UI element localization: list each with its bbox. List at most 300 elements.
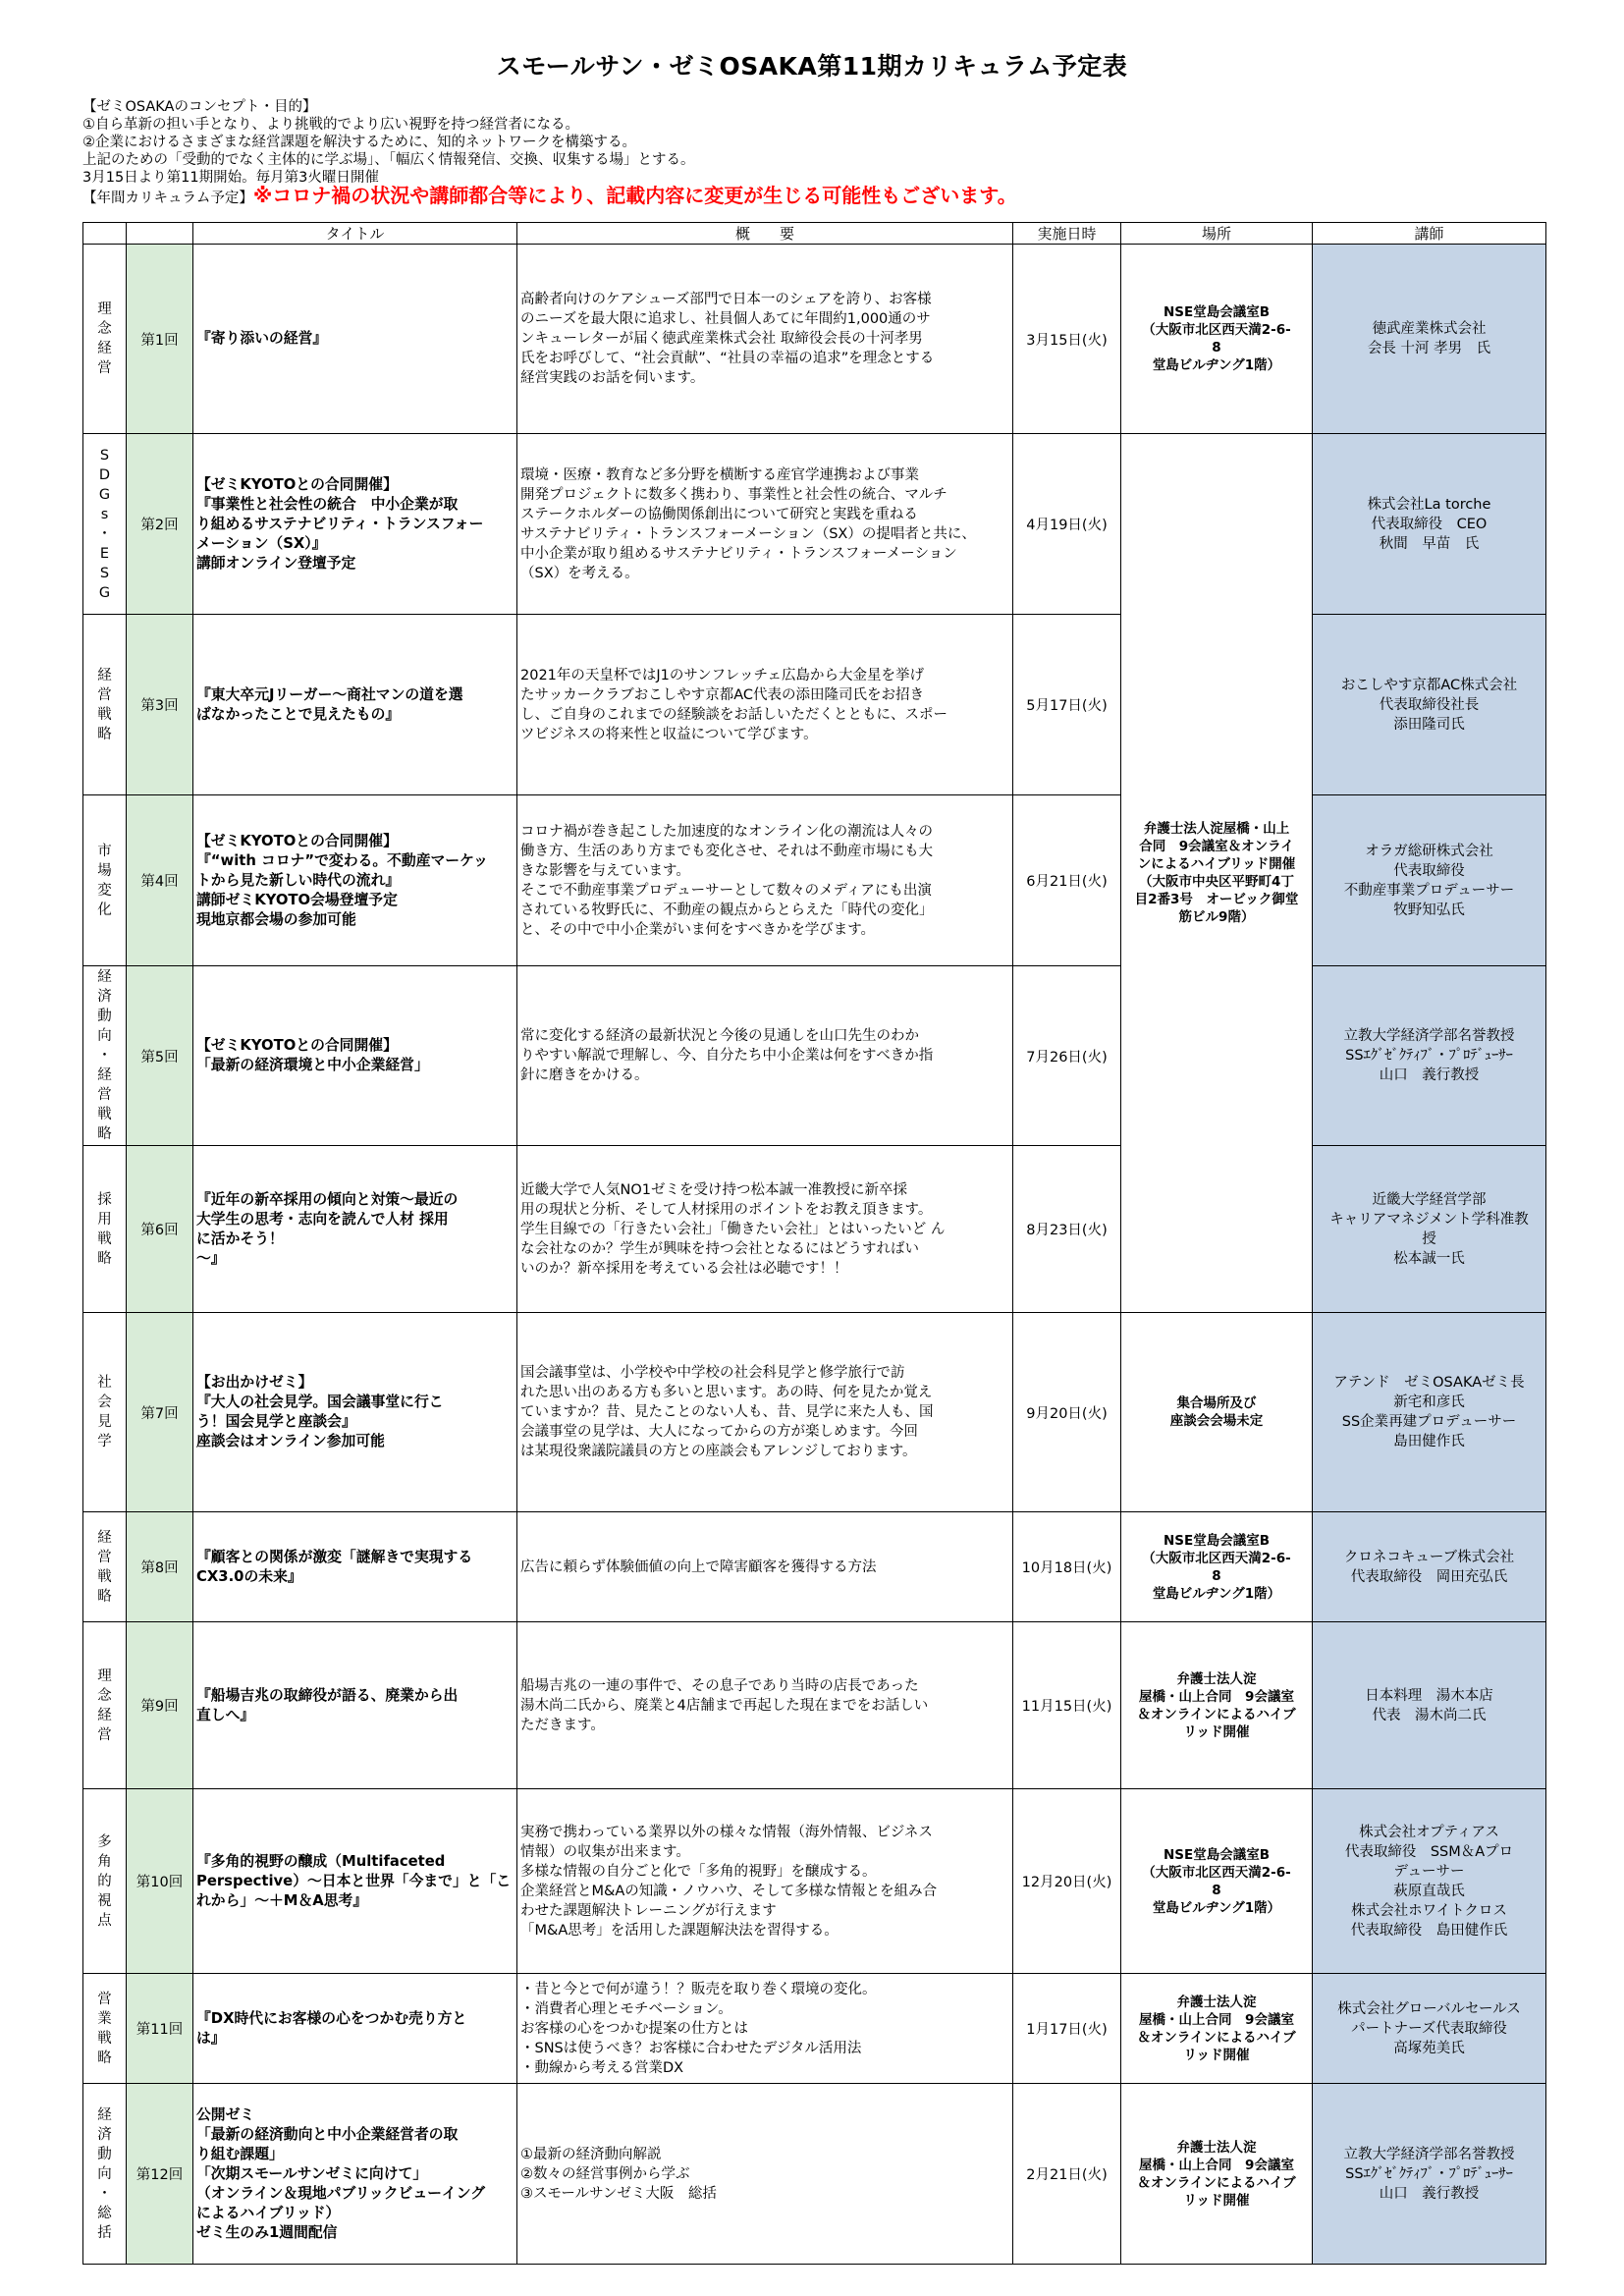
session-place bbox=[1121, 1512, 1313, 1622]
title-line: メーション（SX）』 bbox=[196, 534, 327, 552]
title-line: 『DX時代にお客様の心をつかむ売り方と bbox=[196, 2009, 467, 2027]
place-line: NSE堂島会議室B bbox=[1163, 1846, 1271, 1863]
session-title bbox=[193, 1512, 517, 1622]
summary-line: わせた課題解決トレーニングが行えます bbox=[520, 1902, 777, 1919]
category-char: 略 bbox=[97, 1250, 112, 1267]
header-title: タイトル bbox=[193, 223, 517, 245]
lecturer-line: 牧野知弘氏 bbox=[1393, 902, 1465, 918]
title-line: トから見た新しい時代の流れ』 bbox=[196, 871, 401, 889]
category-char: 理 bbox=[97, 1667, 112, 1684]
category-char: 点 bbox=[97, 1912, 112, 1929]
lecturer-line: 山口 義行教授 bbox=[1379, 1067, 1480, 1083]
lecturer-line: 株式会社オプティアス bbox=[1359, 1824, 1499, 1840]
title-line: 公開ゼミ bbox=[196, 2105, 255, 2123]
lecturer-line: 近畿大学経営学部 bbox=[1372, 1191, 1487, 1208]
lecturer-line: 株式会社グローバルセールス bbox=[1337, 2000, 1521, 2017]
summary-line: ツビジネスの将来性と収益について学びます。 bbox=[520, 726, 818, 742]
summary-line: 湯木尚二氏から、廃業と4店舗まで再起した現在までをお話しい bbox=[520, 1697, 929, 1714]
session-lecturer bbox=[1313, 1622, 1546, 1789]
summary-line: 高齢者向けのケアシューズ部門で日本一のシェアを誇り、お客様 bbox=[520, 292, 932, 307]
place-line: 8 bbox=[1212, 1882, 1221, 1898]
category-char: 戦 bbox=[97, 1230, 112, 1247]
table-row bbox=[83, 1512, 1546, 1622]
session-number: 第6回 bbox=[127, 1146, 193, 1313]
warning-text: ※コロナ禍の状況や講師都合等により、記載内容に変更が生じる可能性もございます。 bbox=[252, 184, 1017, 207]
lecturer-line: 山口 義行教授 bbox=[1379, 2185, 1480, 2202]
session-place bbox=[1121, 245, 1313, 434]
place-line: （大阪市北区西天満2-6- bbox=[1142, 1550, 1291, 1566]
category-char: s bbox=[100, 506, 109, 522]
summary-line: ステークホルダーの協働関係創出について研究と実践を重ねる bbox=[520, 506, 918, 522]
table-row bbox=[83, 1974, 1546, 2084]
title-line: り組めるサステナビリティ・トランスフォー bbox=[196, 515, 484, 532]
place-line: 弁護士法人淀 bbox=[1176, 1994, 1257, 2010]
summary-line: 2021年の天皇杯ではJ1のサンフレッチェ広島から大金星を挙げ bbox=[520, 667, 925, 683]
category-cell bbox=[83, 795, 127, 966]
place-line: 堂島ビルヂング1階） bbox=[1152, 1899, 1281, 1916]
title-line: 『寄り添いの経営』 bbox=[196, 330, 328, 347]
title-line: 講師オンライン登壇予定 bbox=[196, 554, 356, 572]
table-row bbox=[83, 1622, 1546, 1789]
summary-line: ①最新の経済動向解説 bbox=[520, 2146, 662, 2162]
summary-line: 針に磨きをかける。 bbox=[520, 1067, 649, 1083]
lecturer-line: アテンド ゼミOSAKAゼミ長 bbox=[1333, 1375, 1525, 1391]
session-date: 8月23日(火) bbox=[1013, 1146, 1121, 1313]
session-place bbox=[1121, 1789, 1313, 1974]
title-line: 直しへ』 bbox=[196, 1706, 255, 1723]
session-place bbox=[1121, 1974, 1313, 2084]
lecturer-line: 代表 湯木尚二氏 bbox=[1372, 1707, 1487, 1723]
category-char: 見 bbox=[97, 1414, 112, 1430]
summary-line: サステナビリティ・トランスフォーメーション（SX）の提唱者と共に、 bbox=[520, 525, 976, 542]
lecturer-line: 高塚苑美氏 bbox=[1393, 2040, 1465, 2056]
summary-line: 多様な情報の自分ごと化で「多角的視野」を醸成する。 bbox=[520, 1863, 877, 1880]
category-char: 経 bbox=[97, 969, 112, 985]
table-row bbox=[83, 245, 1546, 434]
place-line: 筋ビル9階） bbox=[1178, 909, 1255, 925]
session-lecturer bbox=[1313, 1146, 1546, 1313]
session-lecturer bbox=[1313, 1512, 1546, 1622]
summary-line: ・昔と今とで何が違う！？販売を取り巻く環境の変化。 bbox=[520, 1981, 877, 1997]
table-body bbox=[83, 245, 1546, 2265]
category-char: E bbox=[99, 545, 110, 562]
category-char: 営 bbox=[97, 1726, 112, 1743]
summary-line: ・SNSは使うべき？お客様に合わせたデジタル活用法 bbox=[520, 2040, 862, 2056]
title-line: 「最新の経済動向と中小企業経営者の取 bbox=[196, 2125, 459, 2143]
category-cell bbox=[83, 434, 127, 615]
header-place: 場所 bbox=[1121, 223, 1313, 245]
table-row bbox=[83, 966, 1546, 1146]
lecturer-line: 株式会社La torche bbox=[1367, 496, 1491, 513]
table-row bbox=[83, 434, 1546, 615]
category-char: 営 bbox=[97, 686, 112, 703]
place-line: 屋橋・山上合同 9会議室 bbox=[1139, 1688, 1294, 1705]
place-line: 目2番3号 オービック御堂 bbox=[1134, 892, 1299, 907]
session-number: 第4回 bbox=[127, 795, 193, 966]
summary-line: 企業経営とM&Aの知識・ノウハウ、そして多様な情報とを組み合 bbox=[520, 1883, 938, 1899]
place-line: ＆オンラインによるハイブ bbox=[1137, 2174, 1296, 2191]
title-line: 『近年の新卒採用の傾向と対策～最近の bbox=[196, 1190, 459, 1208]
place-line: リッド開催 bbox=[1183, 2192, 1250, 2209]
table-row bbox=[83, 795, 1546, 966]
title-line: CX3.0の未来』 bbox=[196, 1567, 302, 1585]
title-line: Perspective）～日本と世界「今まで」と「こ bbox=[196, 1872, 512, 1889]
header-date: 実施日時 bbox=[1013, 223, 1121, 245]
session-place bbox=[1121, 434, 1313, 1313]
category-char: 経 bbox=[97, 2106, 112, 2123]
category-char: 営 bbox=[97, 1991, 112, 2007]
place-line: NSE堂島会議室B bbox=[1163, 304, 1271, 320]
title-line: 『大人の社会見学。国会議事堂に行こ bbox=[196, 1394, 444, 1410]
lecturer-line: 授 bbox=[1422, 1230, 1436, 1247]
lecturer-line: 日本料理 湯木本店 bbox=[1365, 1687, 1493, 1704]
session-date: 12月20日(火) bbox=[1013, 1789, 1121, 1974]
category-char: 念 bbox=[97, 321, 112, 337]
category-cell bbox=[83, 1313, 127, 1512]
session-summary bbox=[517, 434, 1013, 615]
title-line: ばなかったことで見えたもの』 bbox=[196, 705, 401, 723]
category-char: 業 bbox=[97, 2010, 112, 2027]
lecturer-line: 新宅和彦氏 bbox=[1393, 1394, 1465, 1410]
category-char: 採 bbox=[97, 1191, 112, 1208]
place-line: （大阪市北区西天満2-6- bbox=[1142, 322, 1291, 338]
summary-line: ②数々の経営事例から学ぶ bbox=[520, 2165, 690, 2182]
category-char: 向 bbox=[97, 1028, 112, 1044]
session-date: 6月21日(火) bbox=[1013, 795, 1121, 966]
session-title bbox=[193, 434, 517, 615]
table-row bbox=[83, 1313, 1546, 1512]
summary-line: コロナ禍が巻き起こした加速度的なオンライン化の潮流は人々の bbox=[520, 823, 934, 840]
session-summary bbox=[517, 1313, 1013, 1512]
summary-line: 環境・医療・教育など多分野を横断する産官学連携および事業 bbox=[520, 466, 919, 483]
header-category bbox=[83, 223, 127, 245]
session-summary bbox=[517, 795, 1013, 966]
category-cell bbox=[83, 1622, 127, 1789]
title-line: （オンライン＆現地パブリックビューイング bbox=[196, 2184, 486, 2202]
concept-line-2: ②企業におけるさまざまな経営課題を解決するために、知的ネットワークを構築する。 bbox=[82, 135, 636, 150]
place-line: リッド開催 bbox=[1183, 1723, 1250, 1740]
category-char: 営 bbox=[97, 1549, 112, 1565]
summary-line: りやすい解説で理解し、今、自分たち中小企業は何をすべきか指 bbox=[520, 1048, 934, 1064]
category-char: S bbox=[99, 565, 110, 581]
place-line: リッド開催 bbox=[1183, 2047, 1250, 2063]
summary-line: ていますか？昔、見たことのない人も、昔、見学に来た人も、国 bbox=[520, 1404, 934, 1420]
summary-line: たサッカークラブおこしやす京都AC代表の添田隆司氏をお招き bbox=[520, 686, 924, 703]
session-title bbox=[193, 245, 517, 434]
title-line: 『事業性と社会性の統合 中小企業が取 bbox=[196, 495, 459, 513]
intro-block bbox=[82, 98, 1017, 207]
session-title bbox=[193, 1146, 517, 1313]
session-summary bbox=[517, 1512, 1013, 1622]
place-line: 屋橋・山上合同 9会議室 bbox=[1139, 2011, 1294, 2028]
session-lecturer bbox=[1313, 1313, 1546, 1512]
lecturer-line: デューサー bbox=[1393, 1863, 1465, 1880]
category-char: 戦 bbox=[97, 1107, 112, 1122]
category-cell bbox=[83, 245, 127, 434]
session-title bbox=[193, 1789, 517, 1974]
category-char: 動 bbox=[97, 2146, 112, 2162]
session-summary bbox=[517, 245, 1013, 434]
lecturer-line: 萩原直哉氏 bbox=[1393, 1883, 1465, 1899]
category-char: 略 bbox=[97, 726, 112, 742]
summary-line: 経営実践のお話を伺います。 bbox=[520, 370, 705, 386]
category-char: 変 bbox=[97, 882, 112, 899]
summary-line: 実務で携わっている業界以外の様々な情報（海外情報、ビジネス bbox=[520, 1824, 933, 1840]
category-char: 角 bbox=[97, 1853, 112, 1870]
category-cell bbox=[83, 1789, 127, 1974]
session-number: 第2回 bbox=[127, 434, 193, 615]
lecturer-line: 島田健作氏 bbox=[1393, 1434, 1465, 1449]
title-line: 座談会はオンライン参加可能 bbox=[196, 1433, 385, 1449]
place-line: 弁護士法人淀 bbox=[1176, 2139, 1257, 2156]
summary-line: されている牧野氏に、不動産の観点からとらえた「時代の変化」 bbox=[520, 902, 934, 918]
lecturer-line: 代表取締役 CEO bbox=[1371, 516, 1488, 532]
session-number: 第5回 bbox=[127, 966, 193, 1146]
category-char: 経 bbox=[97, 1067, 112, 1083]
category-char: 社 bbox=[97, 1375, 112, 1391]
session-date: 10月18日(火) bbox=[1013, 1512, 1121, 1622]
title-line: れから」～＋M＆A思考』 bbox=[196, 1891, 368, 1909]
session-title bbox=[193, 966, 517, 1146]
category-char: 戦 bbox=[97, 706, 112, 723]
summary-line: 開発プロジェクトに数多く携わり、事業性と社会性の統合、マルチ bbox=[520, 486, 947, 503]
summary-line: 情報）の収集が出来ます。 bbox=[520, 1843, 690, 1860]
session-lecturer bbox=[1313, 1789, 1546, 1974]
lecturer-line: 代表取締役 SSM＆Aプロ bbox=[1344, 1843, 1514, 1860]
summary-line: は某現役衆議院議員の方との座談会もアレンジしております。 bbox=[520, 1444, 917, 1459]
session-number: 第3回 bbox=[127, 615, 193, 795]
lecturer-line: オラガ総研株式会社 bbox=[1365, 843, 1493, 859]
session-lecturer bbox=[1313, 2084, 1546, 2265]
place-line: 堂島ビルヂング1階） bbox=[1152, 357, 1281, 373]
session-date: 9月20日(火) bbox=[1013, 1313, 1121, 1512]
session-number: 第11回 bbox=[127, 1974, 193, 2084]
category-char: 略 bbox=[97, 1588, 112, 1605]
concept-line-3: 上記のための「受動的でなく主体的に学ぶ場」、「幅広く情報発信、交換、収集する場」とする。 bbox=[82, 152, 695, 168]
session-summary bbox=[517, 1789, 1013, 1974]
category-char: 会 bbox=[97, 1394, 112, 1410]
session-lecturer bbox=[1313, 245, 1546, 434]
category-char: 多 bbox=[97, 1833, 112, 1850]
title-line: に活かそう！ bbox=[196, 1230, 284, 1247]
title-line: によるハイブリッド） bbox=[196, 2204, 341, 2221]
session-lecturer bbox=[1313, 795, 1546, 966]
session-title bbox=[193, 615, 517, 795]
session-date: 5月17日(火) bbox=[1013, 615, 1121, 795]
category-char: 経 bbox=[97, 341, 112, 356]
session-summary bbox=[517, 1974, 1013, 2084]
lecturer-line: 代表取締役社長 bbox=[1379, 696, 1480, 713]
place-line: 8 bbox=[1212, 340, 1221, 355]
lecturer-line: 添田隆司氏 bbox=[1393, 716, 1465, 733]
summary-line: 用の現状と分析、そして人材採用のポイントをお教え頂きます。 bbox=[520, 1201, 933, 1218]
session-lecturer bbox=[1313, 966, 1546, 1146]
summary-line: 船場吉兆の一連の事件で、その息子であり当時の店長であった bbox=[520, 1677, 919, 1694]
annual-heading-line bbox=[82, 184, 1017, 207]
place-line: 集合場所及び bbox=[1176, 1395, 1257, 1411]
summary-line: お客様の心をつかむ提案の仕方とは bbox=[520, 2020, 748, 2037]
summary-line: 広告に頼らず体験価値の向上で障害顧客を獲得する方法 bbox=[520, 1558, 877, 1575]
category-char: 総 bbox=[97, 2205, 112, 2221]
lecturer-line: SSｴｸﾞｾﾞｸﾃｨﾌﾞ・ﾌﾟﾛﾃﾞｭｰｻｰ bbox=[1345, 2165, 1513, 2182]
title-line: 『“with コロナ”で変わる。不動産マーケッ bbox=[196, 851, 488, 869]
lecturer-line: 松本誠一氏 bbox=[1393, 1250, 1465, 1267]
lecturer-line: 代表取締役 島田健作氏 bbox=[1350, 1922, 1508, 1939]
title-line: 現地京都会場の参加可能 bbox=[196, 910, 356, 928]
lecturer-line: キャリアマネジメント学科准教 bbox=[1329, 1211, 1529, 1228]
summary-line: 近畿大学で人気NO1ゼミを受け持つ松本誠一准教授に新卒採 bbox=[520, 1181, 907, 1198]
category-char: ・ bbox=[97, 525, 112, 542]
summary-line: し、ご自身のこれまでの経験談をお話しいただくとともに、スポー bbox=[520, 706, 947, 723]
category-char: 戦 bbox=[97, 1568, 112, 1585]
summary-line: ・動線から考える営業DX bbox=[520, 2059, 684, 2076]
session-date: 7月26日(火) bbox=[1013, 966, 1121, 1146]
category-char: 念 bbox=[97, 1687, 112, 1704]
start-info: 3月15日より第11期開始。毎月第3火曜日開催 bbox=[82, 170, 379, 186]
category-char: 学 bbox=[97, 1434, 112, 1449]
title-line: 『東大卒元Jリーガー～商社マンの道を選 bbox=[196, 685, 463, 703]
title-line: 「次期スモールサンゼミに向けて」 bbox=[196, 2164, 428, 2182]
place-line: 座談会会場未定 bbox=[1169, 1413, 1264, 1429]
category-char: 経 bbox=[97, 1707, 112, 1723]
place-line: （大阪市北区西天満2-6- bbox=[1142, 1864, 1291, 1881]
summary-line: そこで不動産事業プロデューサーとして数々のメディアにも出演 bbox=[520, 882, 932, 899]
title-line: 【ゼミKYOTOとの合同開催】 bbox=[196, 1037, 398, 1054]
category-char: 視 bbox=[97, 1892, 112, 1909]
category-char: 戦 bbox=[97, 2030, 112, 2047]
session-place bbox=[1121, 2084, 1313, 2265]
category-char: G bbox=[98, 486, 111, 503]
summary-line: のニーズを最大限に追求し、社員個人あてに年間約1,000通のサ bbox=[520, 311, 931, 327]
session-number: 第12回 bbox=[127, 2084, 193, 2265]
session-title bbox=[193, 1974, 517, 2084]
lecturer-line: 徳武産業株式会社 bbox=[1372, 321, 1487, 337]
session-date: 2月21日(火) bbox=[1013, 2084, 1121, 2265]
title-line: 【お出かけゼミ】 bbox=[196, 1374, 313, 1391]
session-date: 1月17日(火) bbox=[1013, 1974, 1121, 2084]
session-title bbox=[193, 795, 517, 966]
session-number: 第1回 bbox=[127, 245, 193, 434]
place-line: （大阪市中央区平野町4丁 bbox=[1139, 874, 1294, 890]
table-row bbox=[83, 1789, 1546, 1974]
category-cell bbox=[83, 1146, 127, 1313]
place-line: 合同 9会議室＆オンライ bbox=[1139, 839, 1294, 854]
concept-line-1: ①自ら革新の担い手となり、より挑戦的でより広い視野を持つ経営者になる。 bbox=[82, 117, 579, 133]
annual-heading: 【年間カリキュラム予定】 bbox=[82, 191, 253, 206]
summary-line: 「M&A思考」を活用した課題解決法を習得する。 bbox=[520, 1922, 839, 1939]
table-row bbox=[83, 1146, 1546, 1313]
category-char: 向 bbox=[97, 2165, 112, 2182]
session-number: 第10回 bbox=[127, 1789, 193, 1974]
category-char: 市 bbox=[97, 843, 112, 859]
category-char: 経 bbox=[97, 667, 112, 683]
category-char: ・ bbox=[97, 2185, 112, 2202]
session-title bbox=[193, 1622, 517, 1789]
summary-line: きな影響を与えています。 bbox=[520, 862, 690, 879]
category-char: 場 bbox=[97, 862, 112, 879]
lecturer-line: 代表取締役 岡田充弘氏 bbox=[1350, 1568, 1508, 1585]
session-lecturer bbox=[1313, 615, 1546, 795]
category-char: 済 bbox=[97, 989, 112, 1005]
lecturer-line: SS企業再建プロデューサー bbox=[1341, 1414, 1517, 1430]
place-line: ＆オンラインによるハイブ bbox=[1137, 2029, 1296, 2046]
place-line: 8 bbox=[1212, 1567, 1221, 1584]
title-line: ～』 bbox=[196, 1249, 226, 1267]
session-place bbox=[1121, 1313, 1313, 1512]
table-row bbox=[83, 2084, 1546, 2265]
title-line: 【ゼミKYOTOとの合同開催】 bbox=[196, 475, 398, 493]
curriculum-table bbox=[82, 222, 1546, 2265]
table-row bbox=[83, 615, 1546, 795]
session-date: 4月19日(火) bbox=[1013, 434, 1121, 615]
place-line: ＆オンラインによるハイブ bbox=[1137, 1706, 1296, 1722]
lecturer-line: おこしやす京都AC株式会社 bbox=[1340, 677, 1518, 693]
summary-line: と、その中で中小企業がいま何をすべきかを学びます。 bbox=[520, 921, 876, 938]
session-lecturer bbox=[1313, 434, 1546, 615]
lecturer-line: 立教大学経済学部名誉教授 bbox=[1343, 1028, 1515, 1044]
lecturer-line: 代表取締役 bbox=[1393, 862, 1465, 879]
title-line: 大学生の思考・志向を読んで人材 採用 bbox=[196, 1210, 449, 1228]
session-title bbox=[193, 1313, 517, 1512]
place-line: 弁護士法人淀 bbox=[1176, 1670, 1257, 1687]
category-char: 的 bbox=[97, 1873, 112, 1889]
header-number bbox=[127, 223, 193, 245]
session-title bbox=[193, 2084, 517, 2265]
category-char: 括 bbox=[97, 2224, 112, 2241]
summary-line: 会議事堂の見学は、大人になってからの方が楽しめます。今回 bbox=[520, 1424, 918, 1440]
session-date: 11月15日(火) bbox=[1013, 1622, 1121, 1789]
category-cell bbox=[83, 1974, 127, 2084]
summary-line: れた思い出のある方も多いと思います。あの時、何を見たか覚え bbox=[520, 1385, 933, 1400]
category-char: 用 bbox=[97, 1211, 112, 1228]
session-summary bbox=[517, 615, 1013, 795]
title-line: う！国会見学と座談会』 bbox=[196, 1413, 356, 1430]
lecturer-line: 不動産事業プロデューサー bbox=[1343, 882, 1515, 899]
category-char: 化 bbox=[97, 902, 112, 918]
place-line: 堂島ビルヂング1階） bbox=[1152, 1585, 1281, 1602]
summary-line: （SX）を考える。 bbox=[520, 565, 639, 581]
title-line: は』 bbox=[196, 2029, 226, 2047]
summary-line: いのか？新卒採用を考えている会社は必聴です！！ bbox=[520, 1260, 848, 1277]
session-summary bbox=[517, 966, 1013, 1146]
session-lecturer bbox=[1313, 1974, 1546, 2084]
lecturer-line: SSｴｸﾞｾﾞｸﾃｨﾌﾞ・ﾌﾟﾛﾃﾞｭｰｻｰ bbox=[1345, 1048, 1513, 1064]
category-cell bbox=[83, 2084, 127, 2265]
concept-heading: 【ゼミOSAKAのコンセプト・目的】 bbox=[82, 99, 317, 115]
summary-line: 国会議事堂は、小学校や中学校の社会科見学と修学旅行で訪 bbox=[520, 1365, 905, 1381]
header-lecturer: 講師 bbox=[1313, 223, 1546, 245]
category-char: 理 bbox=[97, 301, 112, 317]
summary-line: 働き方、生活のあり方までも変化させ、それは不動産市場にも大 bbox=[520, 843, 934, 859]
lecturer-line: 会長 十河 孝男 氏 bbox=[1367, 341, 1491, 356]
table-header-row bbox=[83, 223, 1546, 245]
summary-line: 常に変化する経済の最新状況と今後の見通しを山口先生のわか bbox=[520, 1028, 919, 1044]
place-line: 屋橋・山上合同 9会議室 bbox=[1139, 2157, 1294, 2173]
title-line: ゼミ生のみ1週間配信 bbox=[196, 2223, 338, 2241]
category-char: 動 bbox=[97, 1009, 112, 1024]
category-cell bbox=[83, 966, 127, 1146]
title-line: り組む課題」 bbox=[196, 2145, 284, 2162]
category-char: S bbox=[99, 447, 110, 464]
category-char: ・ bbox=[97, 1048, 112, 1064]
category-char: 済 bbox=[97, 2126, 112, 2143]
session-date: 3月15日(火) bbox=[1013, 245, 1121, 434]
category-char: 営 bbox=[97, 1087, 112, 1103]
summary-line: ・消費者心理とモチベーション。 bbox=[520, 2000, 732, 2017]
session-number: 第9回 bbox=[127, 1622, 193, 1789]
title-line: 『多角的視野の醸成（Multifaceted bbox=[196, 1852, 446, 1870]
category-char: 営 bbox=[97, 360, 112, 376]
